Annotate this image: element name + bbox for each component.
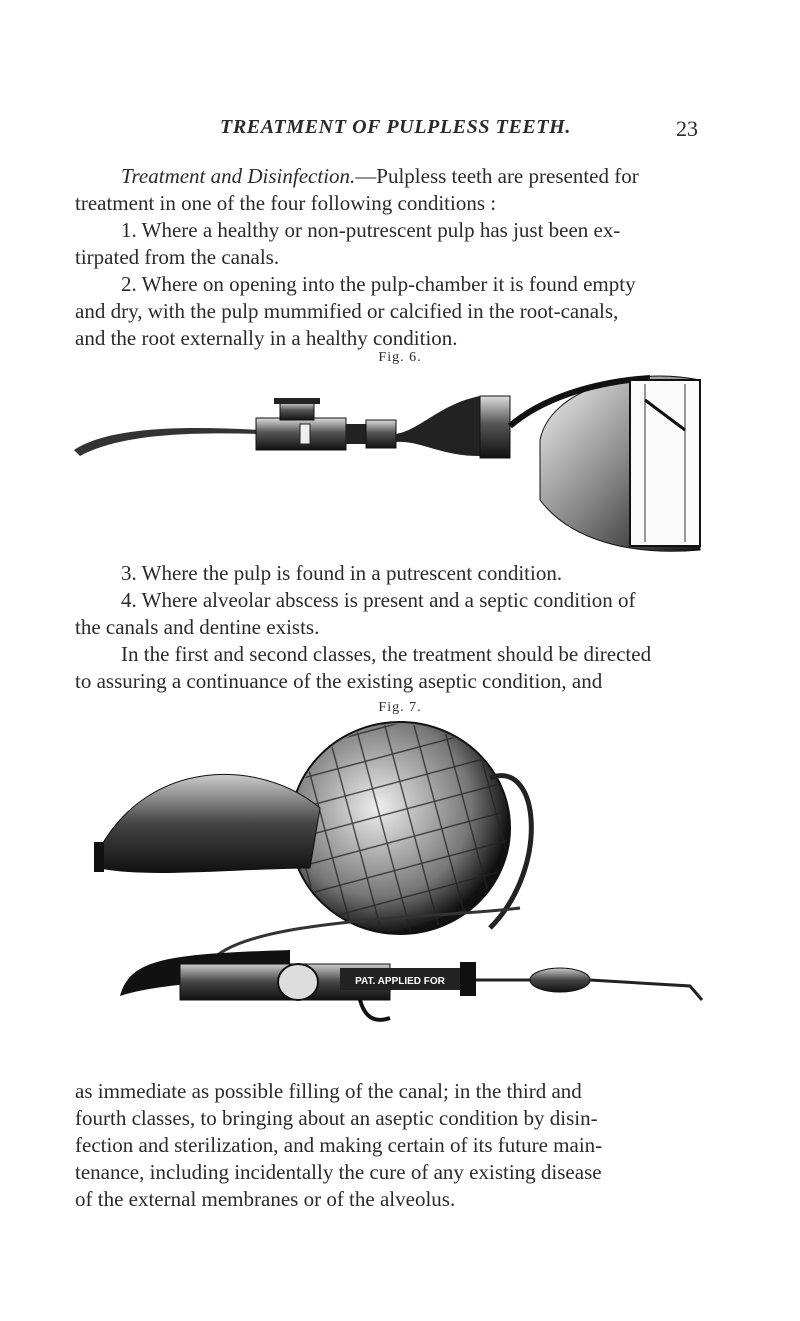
text-line: tenance, including incidentally the cure of any existing disease <box>75 1160 602 1184</box>
condition-3: 3. Where the pulp is found in a putrescent condition. <box>121 561 563 585</box>
closing-paragraph <box>75 1078 713 1213</box>
figure-6-syringe-illustration <box>70 370 710 560</box>
page-number: 23 <box>676 116 698 141</box>
text-line: to assuring a continuance of the existing aseptic condition, and <box>75 669 603 693</box>
intro-first-line <box>75 163 713 190</box>
text-line: fourth classes, to bringing about an aseptic condition by disin- <box>75 1106 598 1130</box>
condition-1: 1. Where a healthy or non-putrescent pulp has just been ex- <box>121 218 621 242</box>
condition-2-cont2: and the root externally in a healthy condition. <box>75 326 458 350</box>
intro-paragraph <box>75 163 713 352</box>
figure-7-caption: Fig. 7. <box>378 700 422 715</box>
condition-2: 2. Where on opening into the pulp-chamber it is found empty <box>121 272 636 296</box>
text-line: treatment in one of the four following conditions : <box>75 191 497 215</box>
condition-1-cont: tirpated from the canals. <box>75 245 280 269</box>
running-title: TREATMENT OF PULPLESS TEETH. <box>220 116 571 138</box>
condition-4: 4. Where alveolar abscess is present and a septic condition of <box>121 588 636 612</box>
condition-2-cont: and dry, with the pulp mummified or calcified in the root-canals, <box>75 299 619 323</box>
figure-7-syringe-illustration <box>90 718 710 1078</box>
figure-6-caption: Fig. 6. <box>378 350 422 365</box>
running-head <box>0 116 800 146</box>
text-line: as immediate as possible filling of the canal; in the third and <box>75 1079 582 1103</box>
text-line: of the external membranes or of the alveolus. <box>75 1187 456 1211</box>
text-line: fection and sterilization, and making certain of its future main- <box>75 1133 603 1157</box>
intro-lead: —Pulpless teeth are presented for <box>355 164 639 188</box>
condition-4-cont: the canals and dentine exists. <box>75 615 320 639</box>
tube-label: PAT. APPLIED FOR <box>355 976 445 987</box>
section-heading: Treatment and Disinfection. <box>121 164 356 188</box>
conditions-paragraph <box>75 560 713 695</box>
text-line: In the first and second classes, the treatment should be directed <box>121 642 652 666</box>
